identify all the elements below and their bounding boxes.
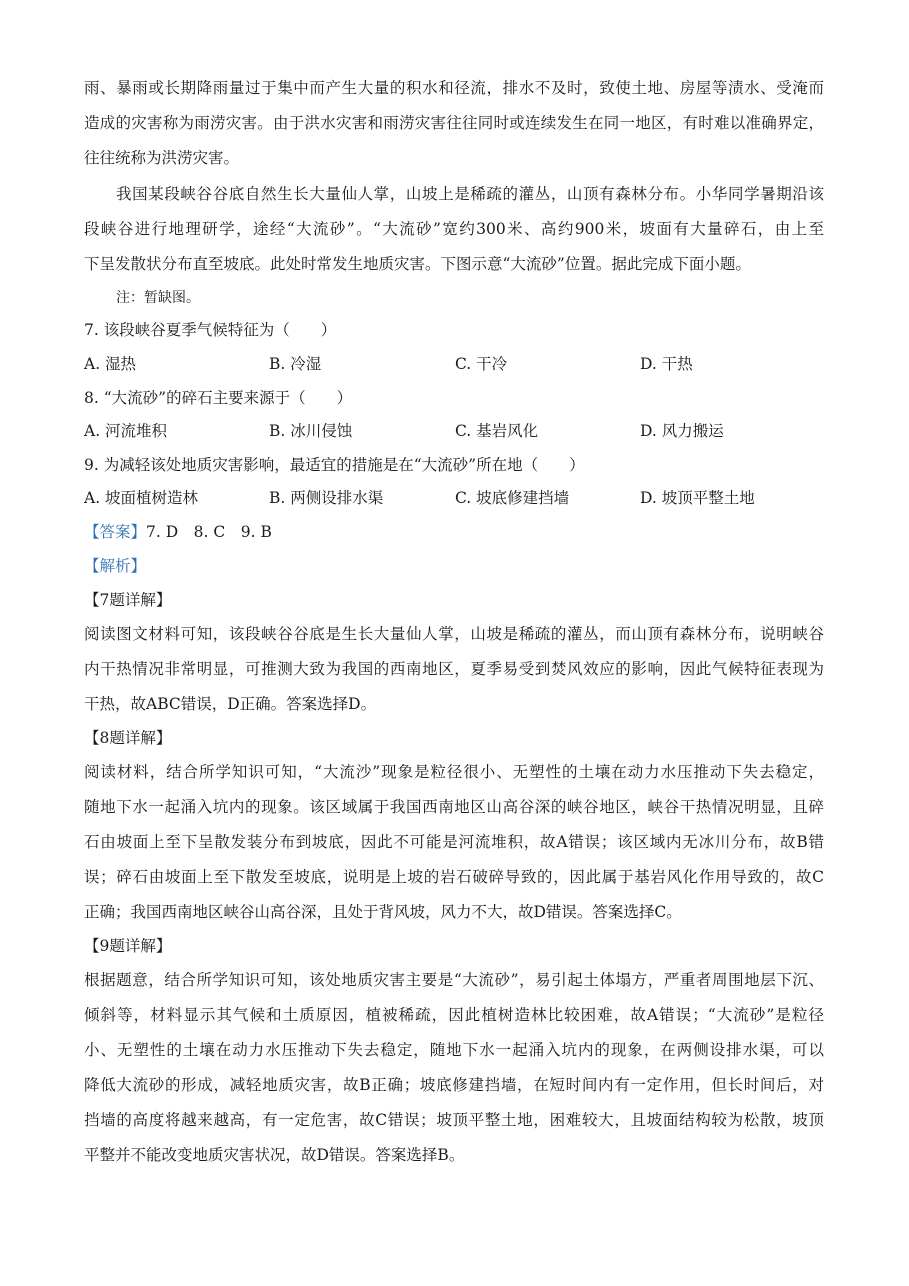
q8-detail-line-4: 误；碎石由坡面上至下散发至坡底，说明是上坡的岩石破碎导致的，因此属于基岩风化作用导致的，故C — [84, 868, 824, 886]
q7-detail-heading: 【7题详解】 — [84, 591, 172, 609]
question-8-option-d: D. 风力搬运 — [640, 422, 724, 440]
q7-detail-line-2: 内干热情况非常明显，可推测大致为我国的西南地区，夏季易受到焚风效应的影响，因此气候特征表现为 — [84, 660, 824, 678]
question-7-option-c: C. 干冷 — [455, 355, 508, 373]
question-9-option-a: A. 坡面植树造林 — [84, 489, 199, 507]
material-line-3: 下呈发散状分布直至坡底。此处时常发生地质灾害。下图示意“大流砂”位置。据此完成下面小题。 — [84, 255, 751, 273]
material-line-2: 段峡谷进行地理研学，途经“大流砂”。“大流砂”宽约300米、高约900米，坡面有大量碎石，由上至 — [84, 220, 824, 238]
q7-detail-line-1: 阅读图文材料可知，该段峡谷谷底是生长大量仙人掌，山坡是稀疏的灌丛，而山顶有森林分布，说明峡谷 — [84, 625, 824, 643]
q8-detail-line-1: 阅读材料，结合所学知识可知，“大流沙”现象是粒径很小、无塑性的土壤在动力水压推动下失去稳定， — [84, 763, 824, 781]
q9-detail-line-1: 根据题意，结合所学知识可知，该处地质灾害主要是“大流砂”，易引起土体塌方，严重者周围地层下沉、 — [84, 971, 824, 989]
intro-line-2: 造成的灾害称为雨涝灾害。由于洪水灾害和雨涝灾害往往同时或连续发生在同一地区，有时难以准确界定， — [84, 114, 824, 132]
question-9-option-d: D. 坡顶平整土地 — [640, 489, 755, 507]
question-9-option-b: B. 两侧设排水渠 — [269, 489, 384, 507]
question-9-option-c: C. 坡底修建挡墙 — [455, 489, 570, 507]
q9-detail-line-5: 挡墙的高度将越来越高，有一定危害，故C错误；坡顶平整土地，困难较大，且坡面结构较为松散，坡顶 — [84, 1111, 824, 1129]
answer-text: 7. D 8. C 9. B — [146, 523, 272, 541]
q9-detail-line-2: 倾斜等，材料显示其气候和土质原因，植被稀疏，因此植树造林比较困难，故A错误；“大流砂”是粒径 — [84, 1006, 824, 1024]
question-7-option-a: A. 湿热 — [84, 355, 137, 373]
intro-line-3: 往往统称为洪涝灾害。 — [84, 149, 240, 167]
q9-detail-heading: 【9题详解】 — [84, 937, 172, 955]
q8-detail-line-3: 石由坡面上至下呈散发装分布到坡底，因此不可能是河流堆积，故A错误；该区域内无冰川分布，故B错 — [84, 833, 824, 851]
question-9-stem: 9. 为减轻该处地质灾害影响，最适宜的措施是在“大流砂”所在地（ ） — [84, 456, 585, 474]
q8-detail-heading: 【8题详解】 — [84, 729, 172, 747]
q8-detail-line-2: 随地下水一起涌入坑内的现象。该区域属于我国西南地区山高谷深的峡谷地区，峡谷干热情况明显，且碎 — [84, 798, 824, 816]
question-8-option-a: A. 河流堆积 — [84, 422, 168, 440]
intro-line-1: 雨、暴雨或长期降雨量过于集中而产生大量的积水和径流，排水不及时，致使土地、房屋等渍水、受淹而 — [84, 79, 824, 97]
figure-note: 注：暂缺图。 — [116, 290, 200, 306]
q9-detail-line-6: 平整并不能改变地质灾害状况，故D错误。答案选择B。 — [84, 1146, 465, 1164]
analysis-tag: 【解析】 — [84, 557, 147, 575]
question-7-option-d: D. 干热 — [640, 355, 693, 373]
question-7-stem: 7. 该段峡谷夏季气候特征为（ ） — [84, 321, 337, 339]
question-8-option-b: B. 冰川侵蚀 — [269, 422, 353, 440]
q9-detail-line-3: 小、无塑性的土壤在动力水压推动下失去稳定，随地下水一起涌入坑内的现象，在两侧设排水渠，可以 — [84, 1041, 824, 1059]
question-7-option-b: B. 冷湿 — [269, 355, 322, 373]
q8-detail-line-5: 正确；我国西南地区峡谷山高谷深，且处于背风坡，风力不大，故D错误。答案选择C。 — [84, 903, 682, 921]
q9-detail-line-4: 降低大流砂的形成，减轻地质灾害，故B正确；坡底修建挡墙，在短时间内有一定作用，但长时间后，对 — [84, 1076, 824, 1094]
answer-line — [84, 522, 272, 542]
question-8-stem: 8. “大流砂”的碎石主要来源于（ ） — [84, 389, 353, 407]
answer-tag: 【答案】 — [84, 523, 147, 541]
question-8-option-c: C. 基岩风化 — [455, 422, 539, 440]
q7-detail-line-3: 干热，故ABC错误，D正确。答案选择D。 — [84, 695, 377, 713]
material-line-1: 我国某段峡谷谷底自然生长大量仙人掌，山坡上是稀疏的灌丛，山顶有森林分布。小华同学暑期沿该 — [116, 185, 824, 203]
